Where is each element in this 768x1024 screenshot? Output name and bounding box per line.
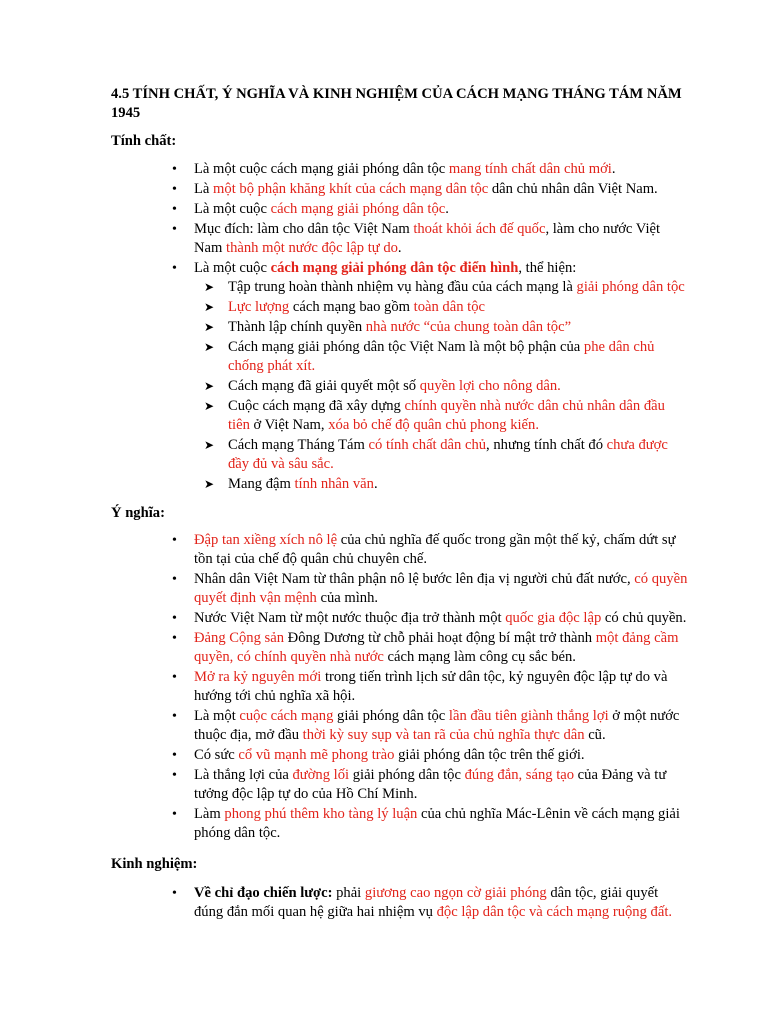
highlighted-text: đúng đắn, sáng tạo [464, 767, 575, 783]
sub-list [194, 278, 690, 494]
highlighted-text: mang tính chất dân chủ mới [448, 161, 612, 177]
highlighted-text: thời kỳ suy sụp và tan rã của chủ nghĩa thực dân [302, 727, 585, 743]
highlighted-text: cổ vũ mạnh mẽ phong trào [238, 747, 395, 763]
text-segment: ở một nước thuộc địa, mở đầu [194, 708, 680, 743]
text-segment: Cuộc cách mạng đã xây dựng [228, 398, 405, 414]
highlighted-text: giải phóng dân tộc [576, 279, 685, 295]
list-tinh-chat [0, 160, 768, 495]
arrow-item [194, 436, 690, 474]
text-segment: Là [194, 181, 214, 197]
text-segment: dân tộc, giải quyết đúng đắn mối quan hệ giữa hai nhiệm vụ [194, 885, 659, 920]
text-segment: Thành lập chính quyền [228, 319, 366, 335]
section-heading-tinh-chat: Tính chất: [111, 133, 177, 149]
list-y-nghia [0, 531, 768, 844]
text-segment: của mình. [316, 590, 379, 606]
bullet-item [0, 707, 768, 745]
arrow-item [194, 298, 690, 317]
text-segment: cách mạng bao gồm [289, 299, 414, 315]
highlighted-text: quyền lợi cho nông dân. [419, 378, 561, 394]
text-segment: Cách mạng Tháng Tám [228, 437, 369, 453]
text-segment: Là một cuộc cách mạng giải phóng dân tộc [194, 161, 449, 177]
text-segment: Tập trung hoàn thành nhiệm vụ hàng đầu của cách mạng là [228, 279, 577, 295]
highlighted-text: tính nhân văn [294, 476, 374, 492]
highlighted-text: quốc gia độc lập [505, 610, 602, 626]
highlighted-text: cuộc cách mạng [239, 708, 334, 724]
bullet-item [0, 531, 768, 569]
text-segment: Về chỉ đạo chiến lược: [194, 885, 333, 901]
highlighted-text: chưa được đầy đủ và sâu sắc. [228, 437, 668, 472]
text-segment: Nước Việt Nam từ một nước thuộc địa trở thành một [194, 610, 506, 626]
text-segment: cách mạng làm công cụ sắc bén. [383, 649, 576, 665]
section-heading-y-nghia: Ý nghĩa: [111, 505, 165, 521]
arrow-item [194, 397, 690, 435]
highlighted-text: chính quyền nhà nước dân chủ nhân dân đầu tiên [228, 398, 665, 433]
highlighted-text: Đảng Cộng sản [194, 630, 284, 646]
bullet-item [0, 746, 768, 765]
bullet-item [0, 805, 768, 843]
bullet-item [0, 629, 768, 667]
text-segment: Nhân dân Việt Nam từ thân phận nô lệ bước lên địa vị người chủ đất nước, [194, 571, 635, 587]
text-segment: Mang đậm [228, 476, 295, 492]
highlighted-text: Đập tan xiềng xích nô lệ [194, 532, 338, 548]
text-segment: Là một [194, 708, 240, 724]
highlighted-text: Mở ra kỷ nguyên mới [194, 669, 322, 685]
arrow-item [194, 475, 690, 494]
highlighted-text: giương cao ngọn cờ giải phóng [364, 885, 547, 901]
text-segment: . [445, 201, 449, 217]
highlighted-text: phong phú thêm kho tàng lý luận [224, 806, 418, 822]
text-segment: Là một cuộc [194, 260, 271, 276]
text-segment: Đông Dương từ chỗ phải hoạt động bí mật trở thành [284, 630, 596, 646]
bullet-item [0, 609, 768, 628]
text-segment: . [373, 476, 378, 492]
text-segment: giải phóng dân tộc [333, 708, 449, 724]
highlighted-text: Lực lượng [228, 299, 290, 315]
text-segment: . [611, 161, 616, 177]
highlighted-text: một bộ phận khăng khít của cách mạng dân tộc [213, 181, 489, 197]
bullet-item [0, 180, 768, 199]
highlighted-text: thành một nước độc lập tự do [226, 240, 398, 256]
text-segment: của Đảng và tư tưởng độc lập tự do của Hồ Chí Minh. [194, 767, 667, 802]
bullet-item [0, 259, 768, 494]
text-segment: phải [332, 885, 365, 901]
text-segment: Làm [194, 806, 225, 822]
text-segment: giải phóng dân tộc trên thế giới. [394, 747, 585, 763]
arrow-item [194, 318, 690, 337]
highlighted-text: có tính chất dân chủ [368, 437, 487, 453]
text-segment: của chủ nghĩa đế quốc trong gần một thế kỷ, chấm dứt sự tồn tại của chế độ quân chủ chuyên chế. [194, 532, 676, 567]
text-segment: ở Việt Nam, [249, 417, 329, 433]
highlighted-text: lần đầu tiên giành thắng lợi [448, 708, 609, 724]
text-segment: có chủ quyền. [601, 610, 687, 626]
highlighted-text: toàn dân tộc [413, 299, 485, 315]
bullet-item [0, 160, 768, 179]
highlighted-text: thoát khỏi ách đế quốc [413, 221, 546, 237]
text-segment: cũ. [584, 727, 606, 743]
text-segment: giải phóng dân tộc [349, 767, 465, 783]
highlighted-text: nhà nước “của chung toàn dân tộc” [365, 319, 572, 335]
text-segment: Là một cuộc [194, 201, 271, 217]
bullet-item [0, 668, 768, 706]
section-heading-kinh-nghiem: Kinh nghiệm: [111, 856, 198, 872]
text-segment: dân chủ nhân dân Việt Nam. [488, 181, 658, 197]
text-segment: trong tiến trình lịch sử dân tộc, kỷ nguyên độc lập tự do và hướng tới chủ nghĩa xã hội. [194, 669, 668, 704]
text-segment: của chủ nghĩa Mác-Lênin về cách mạng giải phóng dân tộc. [194, 806, 680, 841]
text-segment: Cách mạng đã giải quyết một số [228, 378, 420, 394]
text-segment: Là thắng lợi của [194, 767, 293, 783]
arrow-item [194, 278, 690, 297]
highlighted-text: có quyền quyết định vận mệnh [194, 571, 688, 606]
highlighted-text: một đảng cầm quyền, có chính quyền nhà nước [194, 630, 679, 665]
page-title: 4.5 TÍNH CHẤT, Ý NGHĨA VÀ KINH NGHIỆM CỦA CÁCH MẠNG THÁNG TÁM NĂM 1945 [111, 86, 682, 121]
text-segment: , thể hiện: [518, 260, 577, 276]
text-segment: Cách mạng giải phóng dân tộc Việt Nam là một bộ phận của [228, 339, 584, 355]
highlighted-text: độc lập dân tộc và cách mạng ruộng đất. [436, 904, 673, 920]
bullet-item [0, 570, 768, 608]
arrow-item [194, 338, 690, 376]
bullet-item [0, 220, 768, 258]
text-segment: . [397, 240, 402, 256]
highlighted-text: đường lối [292, 767, 350, 783]
text-segment: , làm cho nước Việt Nam [194, 221, 661, 256]
list-kinh-nghiem [0, 884, 768, 923]
text-segment: Có sức [194, 747, 239, 763]
bullet-item [0, 200, 768, 219]
text-segment: , nhưng tính chất đó [486, 437, 607, 453]
highlighted-text: cách mạng giải phóng dân tộc [270, 201, 446, 217]
highlighted-text: cách mạng giải phóng dân tộc điển hình [270, 260, 519, 276]
text-segment: Mục đích: làm cho dân tộc Việt Nam [194, 221, 414, 237]
highlighted-text: xóa bỏ chế độ quân chủ phong kiến. [328, 417, 539, 433]
bullet-item [0, 884, 768, 922]
highlighted-text: phe dân chủ chống phát xít. [228, 339, 655, 374]
arrow-item [194, 377, 690, 396]
bullet-item [0, 766, 768, 804]
